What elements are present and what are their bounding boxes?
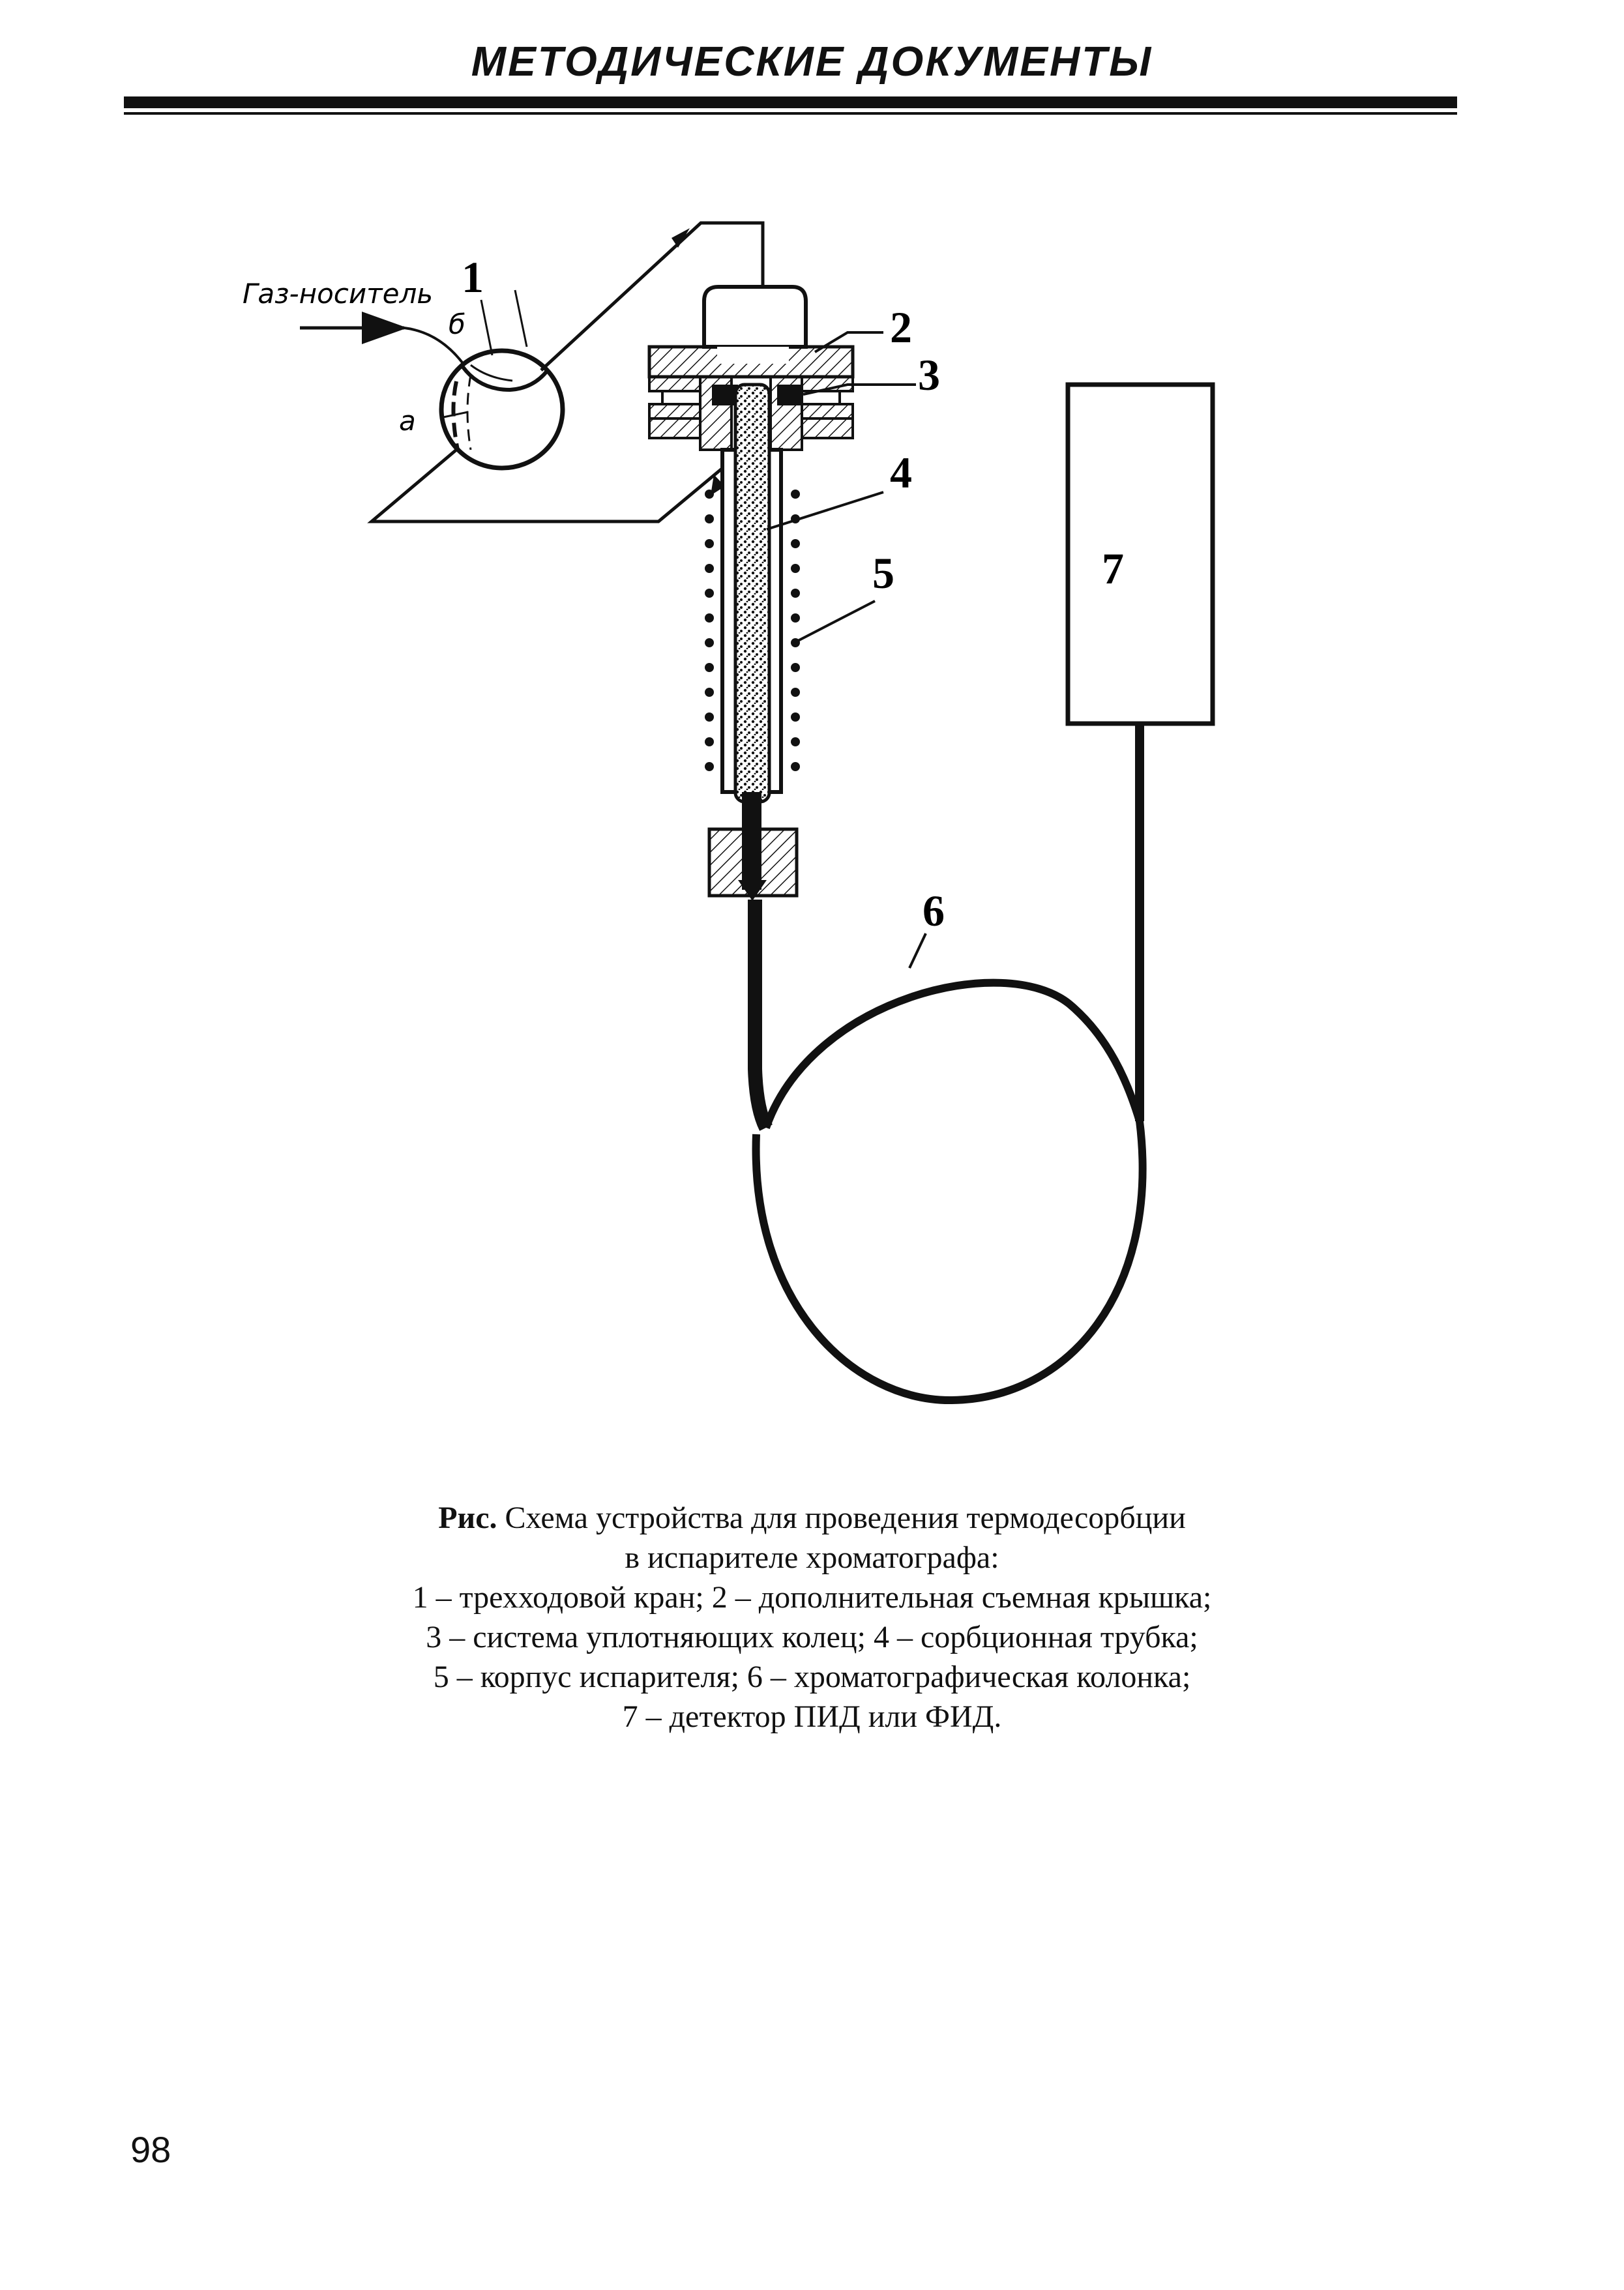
figure-caption <box>0 1498 1624 1737</box>
chromatographic-column <box>755 724 1143 1400</box>
sorption-tube <box>735 385 769 802</box>
caption-line-1 <box>0 1498 1624 1538</box>
label-6: 6 <box>923 886 945 935</box>
sealing-ring-right <box>777 385 803 405</box>
caption-line-6: 7 – детектор ПИД или ФИД. <box>622 1699 1002 1734</box>
page-number: 98 <box>130 2129 171 2170</box>
label-carrier-gas: Газ-носитель <box>243 278 434 310</box>
label-4: 4 <box>890 448 912 497</box>
page-header-title: МЕТОДИЧЕСКИЕ ДОКУМЕНТЫ <box>471 38 1153 85</box>
evaporator-assembly <box>649 287 853 901</box>
label-2: 2 <box>890 302 912 352</box>
label-b: б <box>449 308 465 340</box>
detector-box <box>1068 385 1213 724</box>
removable-cap <box>704 287 806 347</box>
caption-line-3: 1 – трехходовой кран; 2 – дополнительная съемная крышка; <box>412 1580 1212 1615</box>
caption-line-2: в испарителе хроматографа: <box>625 1540 999 1575</box>
caption-title: Схема устройства для проведения термодесорбции <box>505 1501 1186 1535</box>
caption-lead: Рис. <box>438 1501 497 1535</box>
label-5: 5 <box>872 548 894 598</box>
connection-arrow-top <box>672 228 690 248</box>
label-7: 7 <box>1102 544 1124 593</box>
label-3: 3 <box>918 350 940 400</box>
label-a: а <box>399 405 416 437</box>
caption-line-4: 3 – система уплотняющих колец; 4 – сорбционная трубка; <box>426 1620 1198 1654</box>
label-1: 1 <box>462 252 484 302</box>
caption-line-5: 5 – корпус испарителя; 6 – хроматографическая колонка; <box>433 1660 1191 1694</box>
